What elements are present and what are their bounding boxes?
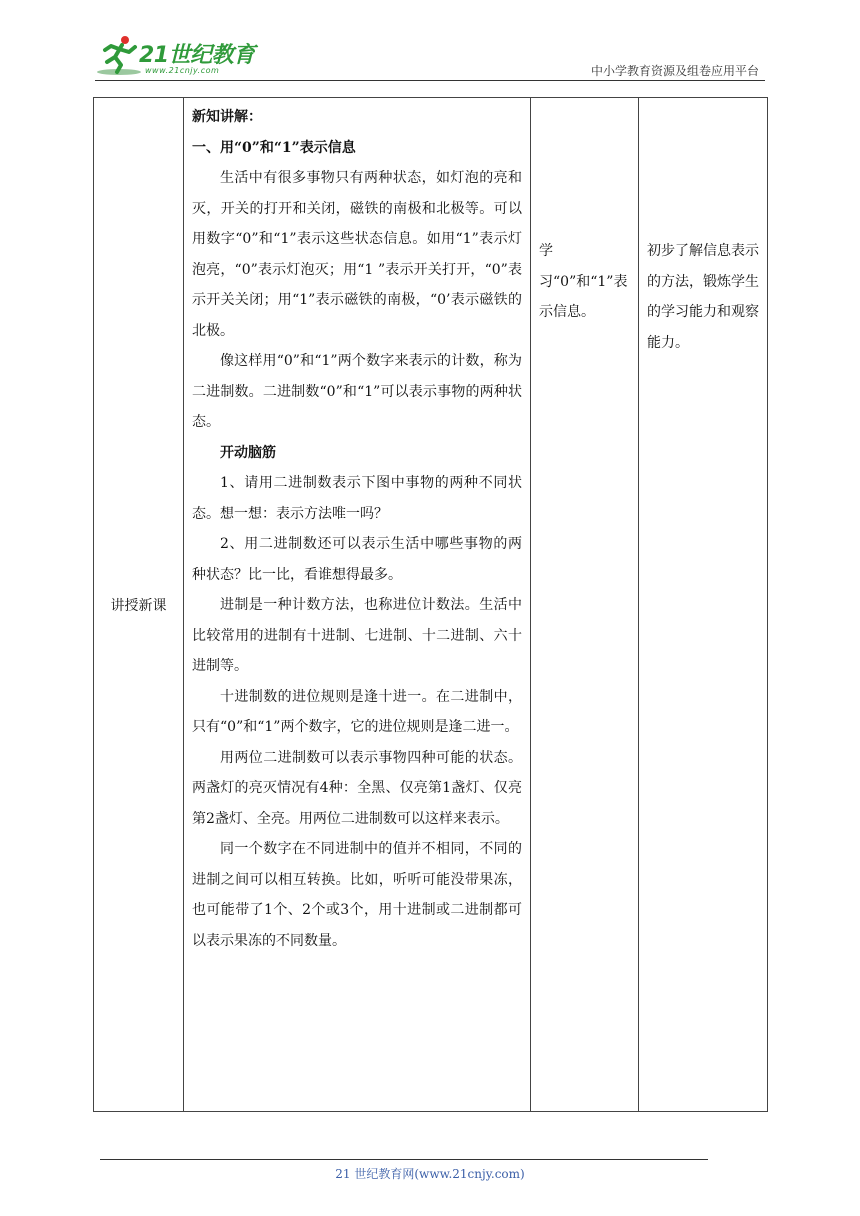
row-label: 讲授新课	[110, 597, 167, 614]
design-intent: 初步了解信息表示的方法，锻炼学生的学习能力和观察能力。	[647, 243, 759, 351]
content-paragraph: 用两位二进制数可以表示事物四种可能的状态。两盏灯的亮灭情况有4种：全黑、仅亮第1盏灯、仅亮第2盏灯、全亮。用两位二进制数可以这样来表示。	[192, 749, 522, 827]
content-paragraph: 开动脑筋	[220, 444, 276, 461]
content-cell	[184, 98, 531, 1112]
table-row	[94, 98, 768, 1112]
content-paragraph: 1、请用二进制数表示下图中事物的两种不同状态。想一想：表示方法唯一吗？	[192, 475, 522, 522]
runner-icon	[95, 32, 141, 78]
page-header	[95, 30, 765, 80]
platform-name: 中小学教育资源及组卷应用平台	[590, 64, 759, 78]
content-paragraph: 十进制数的进位规则是逢十进一。在二进制中，只有“0”和“1”两个数字，它的进位规则是逢二进一。	[192, 688, 522, 735]
content-paragraph: 像这样用“0”和“1”两个数字来表示的计数，称为二进制数。二进制数“0”和“1”可以表示事物的两种状态。	[192, 353, 522, 430]
student-activity-cell	[531, 98, 639, 1112]
logo-text: 21世纪教育	[139, 43, 255, 68]
content-paragraph: 同一个数字在不同进制中的值并不相同，不同的进制之间可以相互转换。比如，听听可能没带果冻，也可能带了1个、2个或3个，用十进制或二进制都可以表示果冻的不同数量。	[192, 841, 522, 949]
logo	[95, 32, 265, 78]
content-paragraph: 2、用二进制数还可以表示生活中哪些事物的两种状态？比一比，看谁想得最多。	[192, 536, 522, 583]
row-label-cell	[94, 98, 184, 1112]
header-divider	[95, 80, 765, 81]
student-activity: 学习“0”和“1”表示信息。	[539, 243, 628, 320]
content-paragraph: 新知讲解：	[192, 109, 262, 125]
content-paragraph: 一、用“0”和“1”表示信息	[192, 139, 356, 156]
design-intent-cell	[639, 98, 768, 1112]
lesson-content	[184, 98, 530, 956]
lesson-table	[93, 97, 768, 1112]
content-paragraph: 进制是一种计数方法，也称进位计数法。生活中比较常用的进制有十进制、七进制、十二进制、六十进制等。	[192, 597, 522, 674]
logo-url: www.21cnjy.com	[145, 66, 220, 75]
footer-text: 21 世纪教育网(www.21cnjy.com)	[335, 1167, 525, 1181]
footer-divider	[100, 1159, 708, 1160]
content-paragraph: 生活中有很多事物只有两种状态，如灯泡的亮和灭，开关的打开和关闭，磁铁的南极和北极等。可以用数字“0”和“1”表示这些状态信息。如用“1”表示灯泡亮，“0”表示灯泡灭；用“1 ”表示开关打开，“0”表示开关关闭；用“1”表示磁铁的南极，“0’表示磁铁的北极。	[192, 170, 522, 339]
